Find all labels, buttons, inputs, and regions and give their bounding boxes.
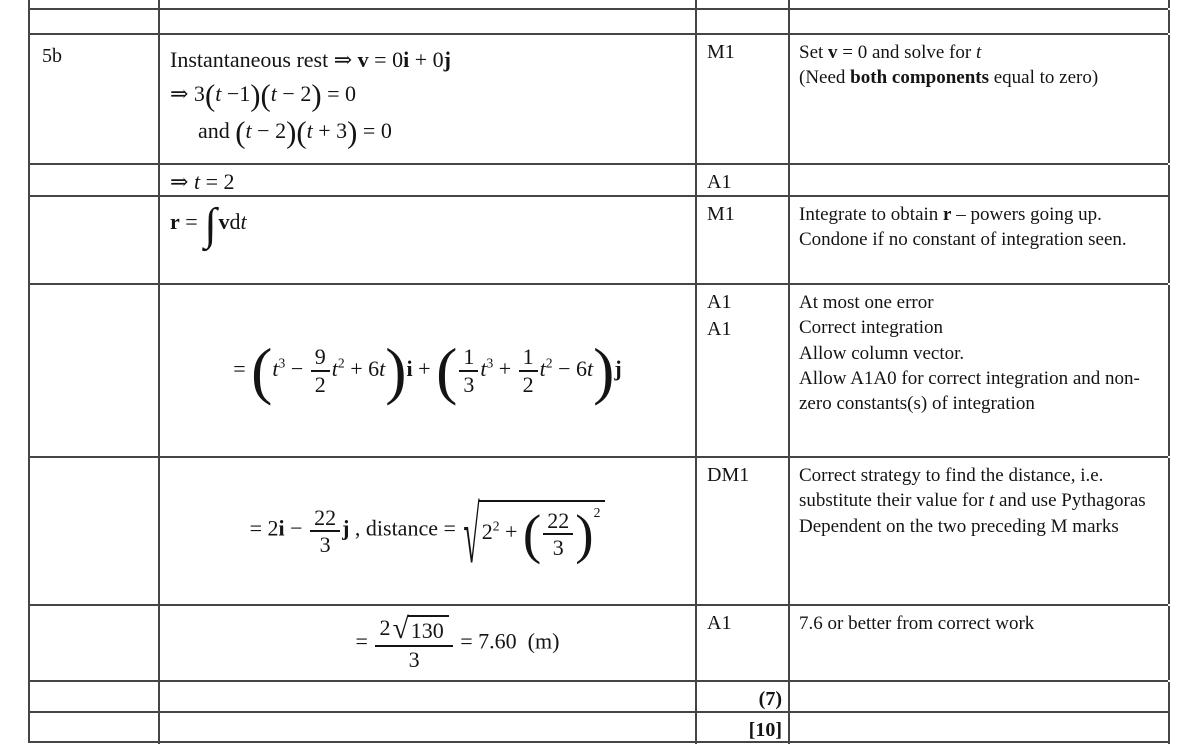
integral-sign: ∫: [204, 198, 217, 249]
mark-label: A1: [707, 171, 732, 193]
marks-cell: [697, 35, 790, 163]
question-cell: [30, 285, 160, 456]
marks-cell: [697, 682, 790, 713]
mark-label: M1: [707, 41, 735, 63]
comment-paragraph: Correct strategy to find the distance, i.e. substitute their value for t and use Pythagoras: [799, 465, 1146, 512]
mark-label: A1: [707, 291, 732, 313]
right-paren: ): [347, 115, 358, 150]
comment-cell: [790, 197, 1170, 283]
math-line: r = ∫vdt: [170, 198, 247, 249]
mark-label: A1: [707, 318, 732, 340]
marks-cell: [697, 458, 790, 604]
mark-label: A1: [707, 612, 732, 634]
row-question-total: [28, 713, 1168, 743]
mark-label: [731, 0, 754, 4]
working-cell: [160, 35, 697, 163]
working-cell: [160, 165, 697, 199]
question-cell: [30, 606, 160, 680]
question-cell: [30, 165, 160, 199]
question-cell: [30, 682, 160, 713]
marks-cell: [697, 197, 790, 283]
row-integration-result: [28, 285, 1168, 458]
comment-paragraph: 7.6 or better from correct work: [799, 613, 1035, 634]
left-paren: (: [260, 78, 271, 113]
mark-label: M1: [707, 203, 735, 225]
comment-paragraph: (Need both components equal to zero): [799, 67, 1099, 89]
question-cell: 5b: [30, 35, 160, 163]
right-paren: ): [593, 334, 615, 406]
comment-cell: [790, 285, 1170, 456]
working-cell: [160, 197, 697, 283]
square-root: √ 130: [392, 615, 448, 645]
left-paren: (: [235, 115, 246, 150]
working-cell: [160, 285, 697, 456]
working-cell: [160, 606, 697, 680]
comment-cell: [790, 35, 1170, 163]
comment-paragraph: Allow column vector.: [799, 342, 965, 364]
marks-cell: [697, 713, 790, 744]
right-paren: ): [286, 115, 297, 150]
marks-cell: [697, 165, 790, 199]
math-line: and (t − 2)(t + 3) = 0: [198, 115, 392, 150]
math-line: = 2 √ 130 3 = 7.60 (m): [355, 612, 560, 673]
math-line: = ($t^3$ − $\frac{9}{2}$ $t^2 + 6t)i$ + ( $\frac{1}{3}$ $t^3$ + $\frac{1}{2}$ $t^2 - 6t)j$: [233, 334, 622, 406]
row-part-subtotal: [28, 682, 1168, 713]
comment-paragraph: Integrate to obtain r – powers going up. Condone if no constant of integration seen.: [799, 204, 1127, 251]
row-spacer: [28, 10, 1168, 35]
comment-paragraph: Dependent on the two preceding M marks: [799, 515, 1119, 537]
fraction: $\frac{1}{2}$: [519, 345, 538, 395]
right-paren: ): [575, 503, 594, 565]
question-cell: [30, 10, 160, 33]
comment-cell: [790, 713, 1170, 744]
left-paren: (: [204, 78, 216, 113]
working-cell: [160, 713, 697, 744]
mark-label: DM1: [707, 464, 750, 486]
comment-cell: [790, 682, 1170, 713]
comment-cell: [790, 606, 1170, 680]
math-line: = 2i − $\frac{22}{3}$ j , distance = √ $2^2$ + ( $\frac{22}{3}$ )$^2$: [250, 500, 606, 561]
question-cell: [30, 458, 160, 604]
right-paren: ): [385, 334, 407, 406]
left-paren: (: [436, 334, 458, 406]
question-cell: [30, 197, 160, 283]
comment-paragraph: Correct integration: [799, 317, 944, 339]
math-line: ⇒ 3(t −1)(t − 2) = 0: [170, 78, 357, 113]
marks-cell: [697, 10, 790, 33]
marks-cell: [697, 606, 790, 680]
row-final-value: [28, 606, 1168, 682]
question-cell: [30, 0, 160, 8]
row-t-equals-2: [28, 165, 1168, 197]
comment-paragraph: Set v = 0 and solve for t: [799, 42, 982, 63]
right-paren: ): [311, 78, 322, 113]
left-paren: (: [251, 334, 273, 406]
marks-cell: [697, 285, 790, 456]
row-r-integral: [28, 197, 1168, 285]
square-root: √ $2^2$ + ( $\frac{22}{3}$ )$^2$: [463, 500, 605, 561]
left-paren: (: [522, 503, 542, 565]
fraction: $\frac{1}{3}$: [459, 345, 478, 395]
working-cell: [160, 682, 697, 713]
fraction: $\frac{9}{2}$: [311, 345, 330, 395]
mark-table: [28, 0, 1168, 743]
left-paren: (: [296, 115, 307, 150]
fraction: 2 √ 130 3: [375, 615, 452, 672]
fraction: $\frac{22}{3}$: [310, 506, 340, 556]
working-cell: [160, 0, 697, 8]
question-cell: [30, 713, 160, 744]
comment-paragraph: At most one error: [799, 292, 934, 313]
row-distance: [28, 458, 1168, 606]
mark-label: (7): [758, 688, 782, 710]
comment-paragraph: Allow A1A0 for correct integration and non-zero constants(s) of integration: [799, 367, 1140, 415]
math-line: Instantaneous rest ⇒ v = 0i + 0j: [170, 47, 451, 72]
marks-cell: [697, 0, 790, 8]
comment-cell: [790, 458, 1170, 604]
math-line: ⇒ t = 2: [170, 169, 235, 194]
fraction: $\frac{22}{3}$: [543, 509, 573, 559]
comment-cell: [790, 0, 1170, 8]
right-paren: ): [250, 78, 261, 113]
working-cell: [160, 10, 697, 33]
working-cell: [160, 458, 697, 604]
row-cutoff-previous-part: [28, 0, 1168, 10]
comment-cell: [790, 10, 1170, 33]
row-5b-solve: [28, 35, 1168, 165]
comment-cell: [790, 165, 1170, 199]
mark-label: [10]: [748, 719, 782, 741]
